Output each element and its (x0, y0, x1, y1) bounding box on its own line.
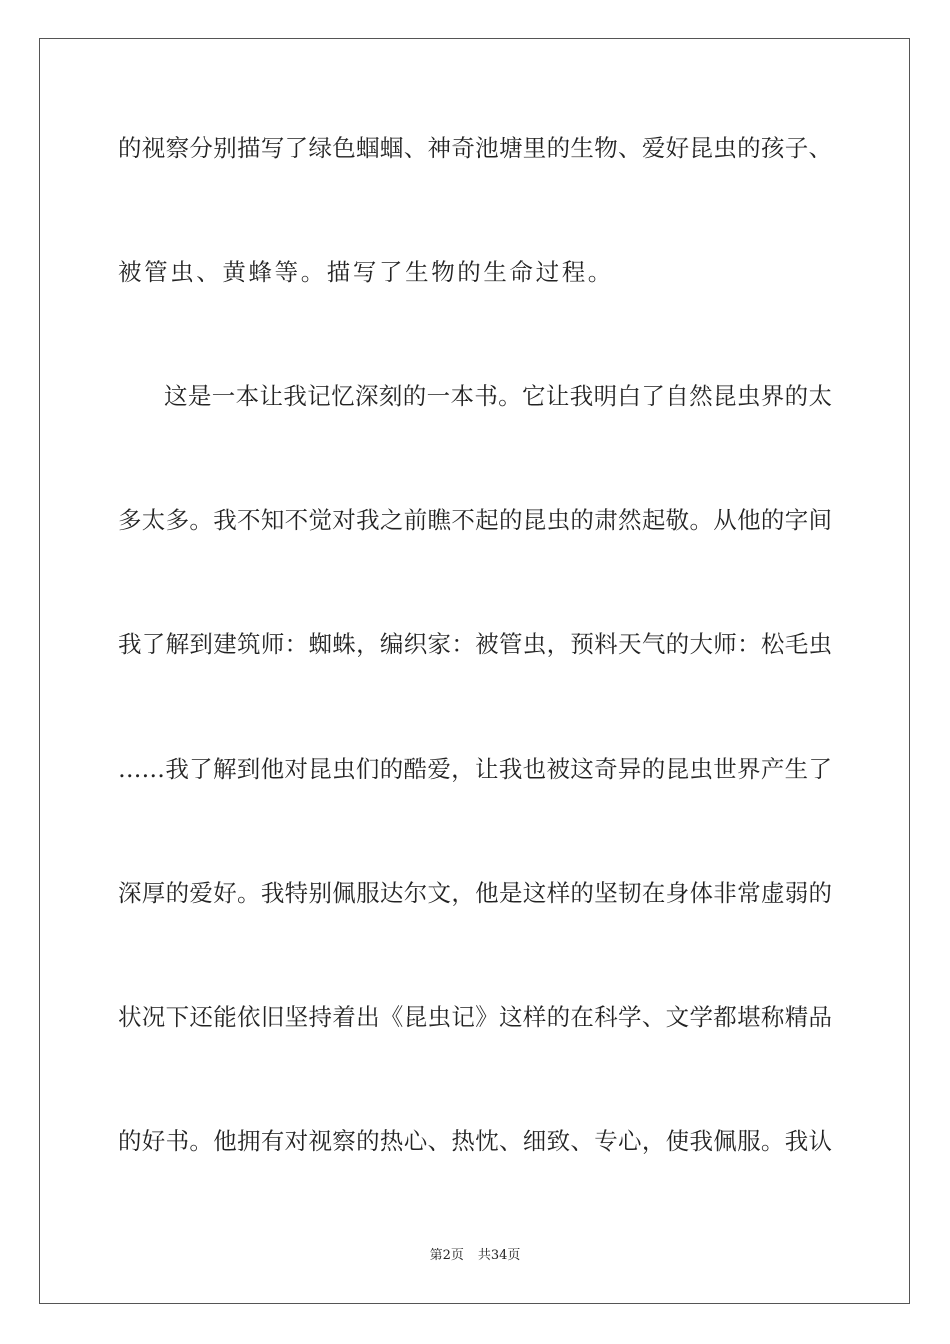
text-line-4: 多太多。我不知不觉对我之前瞧不起的昆虫的肃然起敬。从他的字间 (118, 506, 832, 534)
text-line-7: 深厚的爱好。我特别佩服达尔文，他是这样的坚韧在身体非常虚弱的 (118, 879, 832, 907)
text-line-3: 这是一本让我记忆深刻的一本书。它让我明白了自然昆虫界的太 (164, 382, 832, 410)
text-line-2: 被管虫、黄蜂等。描写了生物的生命过程。 (118, 258, 614, 286)
text-line-5: 我了解到建筑师：蜘蛛，编织家：被管虫，预料天气的大师：松毛虫 (118, 630, 832, 658)
page-border (39, 38, 910, 1304)
text-line-8: 状况下还能依旧坚持着出《昆虫记》这样的在科学、文学都堪称精品 (118, 1003, 832, 1031)
text-line-9: 的好书。他拥有对视察的热心、热忱、细致、专心，使我佩服。我认 (118, 1127, 832, 1155)
page-total: 共34页 (477, 1248, 521, 1263)
text-line-1: 的视察分别描写了绿色蝈蝈、神奇池塘里的生物、爱好昆虫的孩子、 (118, 134, 832, 162)
text-line-6: ……我了解到他对昆虫们的酷爱，让我也被这奇异的昆虫世界产生了 (118, 755, 832, 783)
page-footer (0, 1247, 950, 1265)
page-number: 第2页 (429, 1248, 464, 1263)
